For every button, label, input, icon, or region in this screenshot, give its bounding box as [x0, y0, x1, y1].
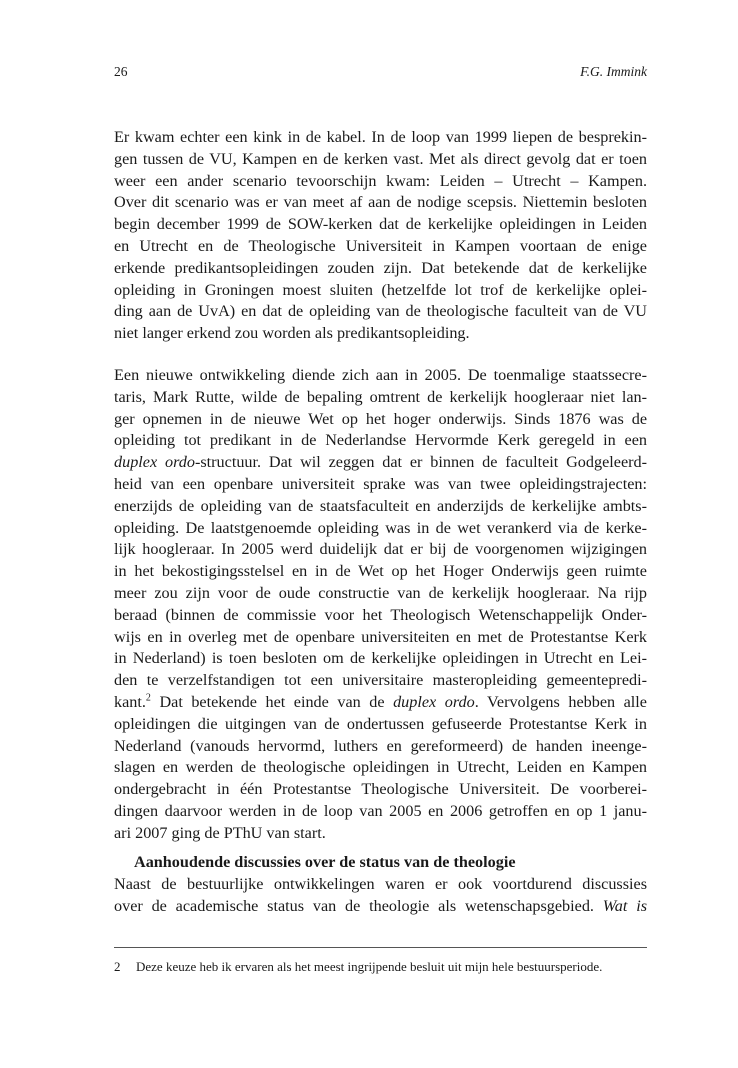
text-line: Naast de bestuurlijke ontwikkelingen waren er ook voortdurend discussies [114, 874, 647, 893]
text-line: in het bekostigingsstelsel en in de Wet op het Hoger Onderwijs geen ruimte [114, 562, 647, 581]
text-fragment: Dat betekende het einde van de [150, 692, 394, 711]
text-line: gen tussen de VU, Kampen en de kerken vast. Met als direct gevolg dat er toen [114, 149, 647, 168]
text-line: opleidingen die uitgingen van de ondertussen gefuseerde Protestantse Kerk in [114, 714, 647, 733]
text-line: wijs en in overleg met de openbare universiteiten en met de Protestantse Kerk [114, 627, 647, 646]
text-line: slagen en werden de theologische opleidingen in Utrecht, Leiden en Kampen [114, 758, 647, 777]
italic-term: Wat is [602, 896, 647, 915]
text-line: Er kwam echter een kink in de kabel. In de loop van 1999 liepen de besprekin- [114, 128, 647, 146]
text-line: enerzijds de opleiding van de staatsfaculteit en anderzijds de kerkelijke ambts- [114, 496, 647, 515]
italic-term: duplex ordo [114, 453, 195, 472]
text-line: Over dit scenario was er van meet af aan de nodige scepsis. Niettemin besloten [114, 193, 647, 212]
footnote [114, 958, 647, 976]
text-line: heid van een openbare universiteit sprake was van twee opleidingstrajecten: [114, 474, 647, 493]
page-number: 26 [114, 64, 128, 79]
text-line: Nederland (vanouds hervormd, luthers en gereformeerd) de handen ineenge- [114, 736, 647, 755]
text-line: in Nederland) is toen besloten om de kerkelijke opleidingen in Utrecht en Lei- [114, 649, 647, 668]
text-line: weer een ander scenario tevoorschijn kwam: Leiden – Utrecht – Kampen. [114, 171, 647, 190]
text-line: dingen daarvoor werden in de loop van 2005 en 2006 getroffen en op 1 janu- [114, 801, 647, 820]
footnote-ref[interactable]: 2 [145, 692, 151, 704]
text-fragment: . Vervolgens hebben alle [474, 692, 647, 711]
text-line: erkende predikantsopleidingen zouden zijn. Dat betekende dat de kerkelijke [114, 258, 647, 277]
paragraph-1 [114, 127, 647, 345]
paragraph-2 [114, 365, 647, 845]
text-line: beraad (binnen de commissie voor het Theologisch Wetenschappelijk Onder- [114, 605, 647, 624]
section-block [114, 852, 647, 917]
text-line: ari 2007 ging de PThU van start. [114, 823, 326, 842]
text-line: taris, Mark Rutte, wilde de bepaling omtrent de kerkelijk hoogleraar niet lan- [114, 387, 647, 406]
text-fragment: over de academische status van de theologie als wetenschapsgebied. [114, 896, 603, 915]
footnote-text: Deze keuze heb ik ervaren als het meest ingrijpende besluit uit mijn hele bestuursperiode. [136, 959, 603, 974]
text-line: Een nieuwe ontwikkeling diende zich aan in 2005. De toenmalige staatssecre- [114, 366, 647, 384]
text-line [114, 692, 647, 714]
text-line: lijk hoogleraar. In 2005 werd duidelijk dat er bij de voorgenomen wijzigingen [114, 540, 647, 559]
text-fragment: kant. [114, 692, 146, 711]
text-line: ding aan de UvA) en dat de opleiding van de theologische faculteit van de VU [114, 302, 647, 321]
text-line: opleiding in Groningen moest sluiten (hetzelfde lot trof de kerkelijke oplei- [114, 280, 647, 299]
text-line: en Utrecht en de Theologische Universiteit in Kampen voortaan de enige [114, 236, 647, 255]
text-line: niet langer erkend zou worden als predikantsopleiding. [114, 324, 470, 343]
footnote-divider [114, 947, 647, 948]
text-line: meer zou zijn voor de oude constructie van de kerkelijk hoogleraar. Na rijp [114, 583, 647, 602]
text-line: begin december 1999 de SOW-kerken dat de kerkelijke opleidingen in Leiden [114, 215, 647, 234]
text-line: ger opnemen in de nieuwe Wet op het hoger onderwijs. Sinds 1876 was de [114, 409, 647, 428]
text-fragment: -structuur. Dat wil zeggen dat er binnen de faculteit Godgeleerd- [194, 453, 647, 472]
section-heading: Aanhoudende discussies over de status van de theologie [134, 853, 516, 871]
text-line [114, 896, 647, 918]
text-line: opleiding. De laatstgenoemde opleiding was in de wet verankerd via de kerke- [114, 518, 647, 537]
running-head-author: F.G. Immink [580, 64, 647, 79]
text-line: opleiding tot predikant in de Nederlandse Hervormde Kerk geregeld in een [114, 431, 647, 450]
running-head [114, 64, 647, 84]
page [114, 0, 647, 1068]
footnote-number: 2 [114, 959, 121, 974]
text-line [114, 452, 647, 474]
italic-term: duplex ordo [393, 692, 475, 711]
text-line: den te verzelfstandigen tot een universitaire masteropleiding gemeentepredi- [114, 671, 647, 690]
text-line: ondergebracht in één Protestantse Theologische Universiteit. De voorberei- [114, 780, 647, 799]
